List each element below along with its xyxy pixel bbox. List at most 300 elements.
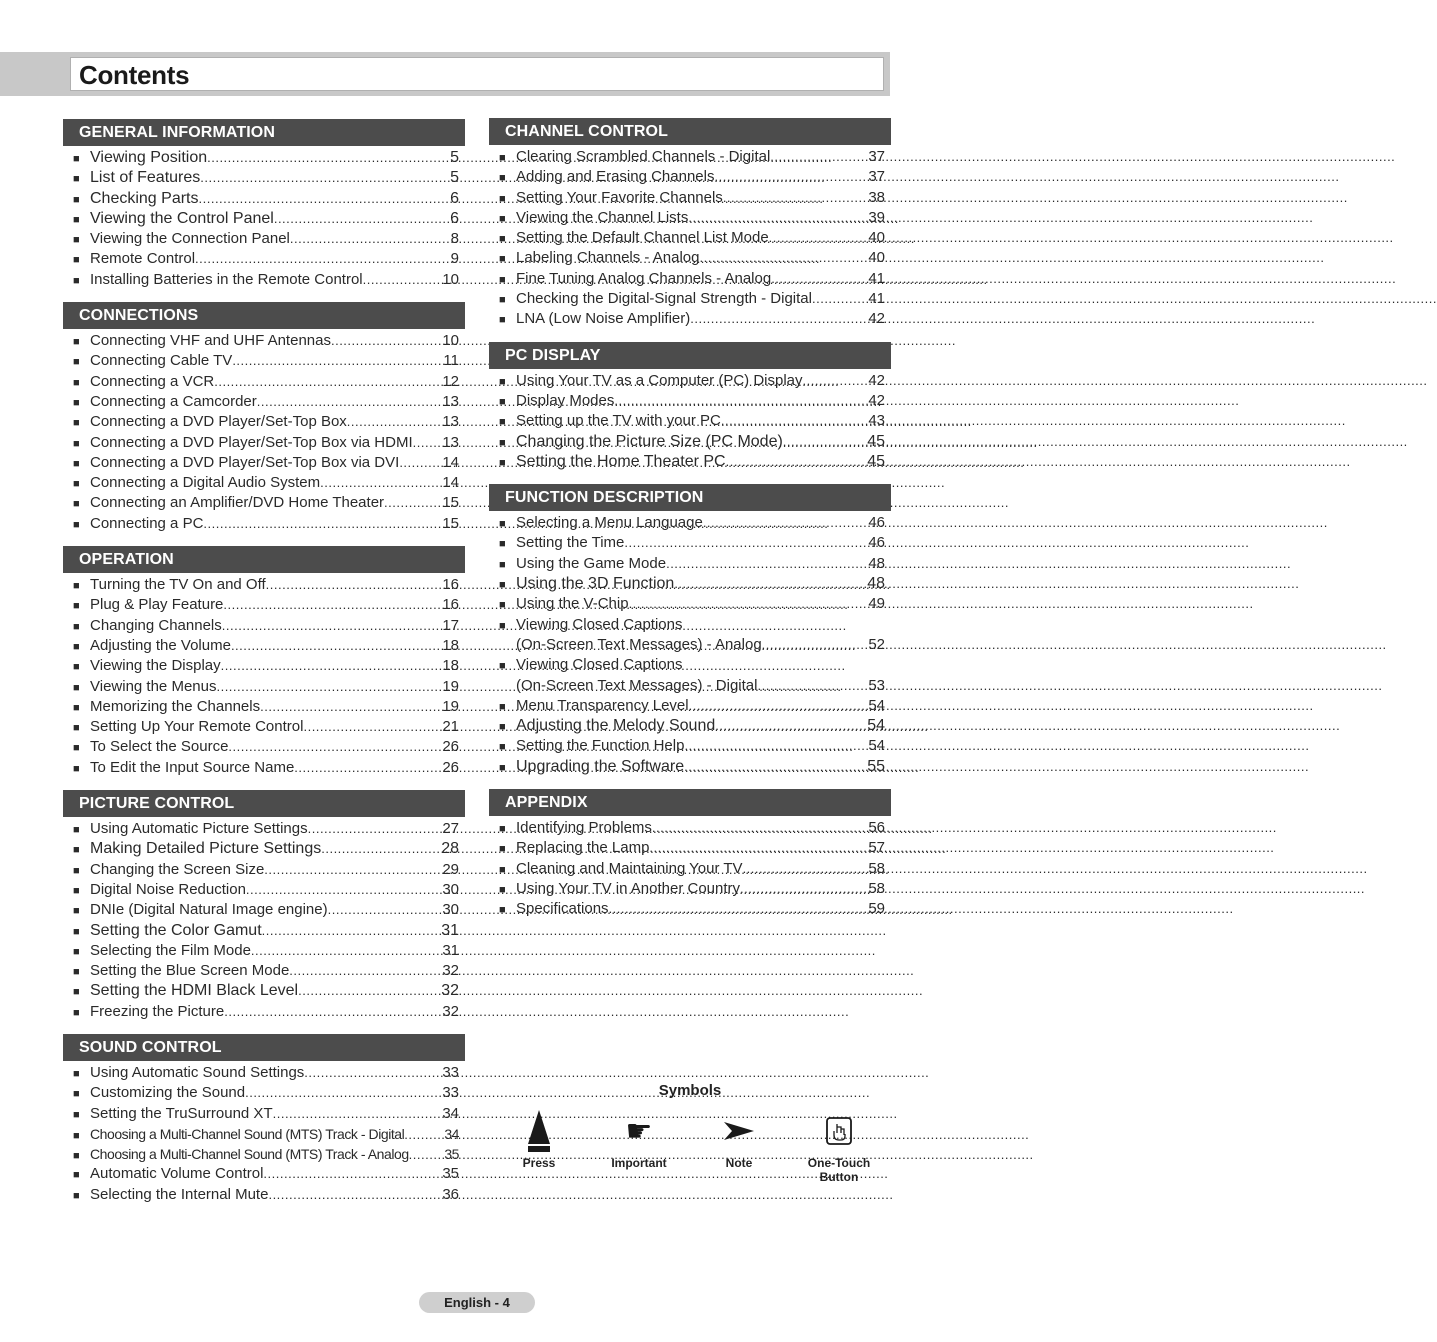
toc-entry: [489, 615, 891, 635]
bullet-square-icon: ■: [73, 498, 80, 511]
toc-entry: [63, 697, 465, 717]
toc-entry: [63, 900, 465, 920]
bullet-square-icon: ■: [499, 212, 506, 225]
toc-entry-page: 6: [450, 189, 459, 207]
toc-entry-page: 6: [450, 209, 459, 227]
dot-leader: [298, 981, 441, 1001]
page-number-footer: English - 4: [419, 1292, 535, 1313]
toc-entry-label: DNIe (Digital Natural Image engine): [90, 901, 328, 919]
toc-entry-label: Connecting a DVD Player/Set-Top Box via DVI: [90, 453, 400, 471]
section-heading: PC DISPLAY: [489, 342, 891, 369]
symbol-press: [494, 1106, 584, 1170]
dot-leader: [207, 148, 450, 168]
dot-leader: [224, 1002, 442, 1022]
dot-leader: [614, 391, 868, 411]
toc-entry-label: Making Detailed Picture Settings: [90, 840, 322, 858]
toc-entry-page: 49: [868, 595, 885, 613]
dot-leader: [703, 513, 869, 533]
toc-entry-page: 54: [867, 717, 885, 735]
section-heading: APPENDIX: [489, 789, 891, 816]
dot-leader: [246, 880, 442, 900]
dot-leader: [290, 229, 451, 249]
toc-entry: [489, 879, 891, 899]
dot-leader: [328, 900, 443, 920]
dot-leader: [674, 574, 867, 594]
toc-entry: [489, 432, 891, 452]
toc-entry: [489, 188, 891, 208]
toc-entry: [63, 961, 465, 981]
bullet-square-icon: ■: [73, 254, 80, 267]
bullet-square-icon: ■: [73, 1129, 80, 1142]
toc-entry-label: Setting Your Favorite Channels: [516, 188, 723, 206]
toc-entry-page: 12: [442, 372, 459, 390]
dot-leader: [649, 838, 868, 858]
toc-entry-page: 16: [442, 596, 459, 614]
section-pc-display: [489, 342, 891, 472]
toc-entry: [63, 677, 465, 697]
toc-entry-label: To Select the Source: [90, 738, 229, 756]
toc-entry-page: 39: [868, 208, 885, 226]
bullet-square-icon: ■: [499, 233, 506, 246]
bullet-square-icon: ■: [499, 436, 506, 449]
toc-entry-page: 28: [441, 840, 459, 858]
bullet-square-icon: ■: [73, 1150, 80, 1163]
bullet-square-icon: ■: [73, 518, 80, 531]
symbol-important: [594, 1106, 684, 1170]
toc-entry: [489, 289, 891, 309]
toc-entry-page: 42: [868, 371, 885, 389]
toc-entry-page: 29: [442, 860, 459, 878]
toc-entry: [63, 331, 465, 351]
toc-entry-page: 14: [442, 474, 459, 492]
bullet-square-icon: ■: [73, 966, 80, 979]
toc-entry: [63, 819, 465, 839]
toc-entry-page: 57: [868, 839, 885, 857]
toc-entry: [63, 1104, 465, 1124]
toc-entry-page: 38: [868, 188, 885, 206]
toc-entry-page: 21: [442, 718, 459, 736]
dot-leader: [409, 1145, 445, 1165]
toc-entry-label: Cleaning and Maintaining Your TV: [516, 859, 743, 877]
symbols-legend: [490, 1080, 890, 1200]
dot-leader: [200, 168, 450, 188]
dot-leader: [666, 554, 868, 574]
toc-entry: [63, 189, 465, 209]
section-heading: OPERATION: [63, 546, 465, 573]
toc-entry-label: Connecting VHF and UHF Antennas: [90, 332, 331, 350]
toc-entry-label: Setting the Function Help: [516, 737, 685, 755]
symbol-caption-line1: One-Touch: [807, 1156, 871, 1170]
dot-leader: [304, 1063, 442, 1083]
bullet-square-icon: ■: [499, 558, 506, 571]
dot-leader: [216, 677, 442, 697]
dot-leader: [320, 473, 442, 493]
toc-entry: [489, 574, 891, 594]
dot-leader: [624, 533, 868, 553]
toc-entry-page: 10: [442, 332, 459, 350]
toc-entry: [489, 452, 891, 472]
toc-entry-label: Connecting a Camcorder: [90, 392, 257, 410]
bullet-square-icon: ■: [73, 396, 80, 409]
dot-leader: [762, 635, 869, 655]
dot-leader: [771, 269, 868, 289]
bullet-square-icon: ■: [499, 883, 506, 896]
toc-entry-label: Changing the Screen Size: [90, 860, 265, 878]
toc-entry: [63, 392, 465, 412]
symbol-caption: Note: [725, 1156, 753, 1170]
right-column: [489, 118, 891, 932]
toc-list: [489, 816, 891, 919]
toc-entry-page: 11: [443, 352, 459, 370]
toc-entry: [489, 676, 891, 696]
toc-entry-page: 46: [868, 514, 885, 532]
toc-entry-page: 48: [868, 554, 885, 572]
toc-entry-page: 54: [868, 696, 885, 714]
toc-entry-label: Connecting a DVD Player/Set-Top Box: [90, 413, 347, 431]
toc-entry: [63, 616, 465, 636]
bullet-square-icon: ■: [73, 193, 80, 206]
toc-entry-label: Labeling Channels - Analog: [516, 249, 700, 267]
toc-entry: [489, 696, 891, 716]
dot-leader: [303, 717, 442, 737]
toc-entry-label: Checking the Digital-Signal Strength - Digital: [516, 290, 812, 308]
symbol-note: [694, 1106, 784, 1170]
bullet-square-icon: ■: [499, 456, 506, 469]
toc-entry: [63, 1144, 465, 1164]
toc-entry-page: 31: [441, 921, 459, 939]
dot-leader: [273, 1104, 443, 1124]
toc-entry: [63, 209, 465, 229]
toc-entry-label: Choosing a Multi-Channel Sound (MTS) Track - Analog: [90, 1146, 409, 1163]
toc-entry: [489, 716, 891, 736]
toc-entry-page: 14: [442, 453, 459, 471]
toc-entry: [489, 371, 891, 391]
toc-entry: [63, 1124, 465, 1144]
toc-entry: [489, 411, 891, 431]
bullet-square-icon: ■: [73, 884, 80, 897]
toc-entry: [63, 473, 465, 493]
bullet-square-icon: ■: [73, 580, 80, 593]
left-column: [63, 119, 465, 1217]
bullet-square-icon: ■: [73, 437, 80, 450]
dot-leader: [757, 676, 868, 696]
toc-entry-label: Adjusting the Melody Sound: [516, 717, 716, 735]
dot-leader: [308, 819, 443, 839]
bullet-square-icon: ■: [73, 173, 80, 186]
page-title: Contents: [79, 60, 190, 90]
toc-entry-label: LNA (Low Noise Amplifier): [516, 310, 691, 328]
toc-entry-label: Viewing the Menus: [90, 677, 217, 695]
bullet-square-icon: ■: [73, 1189, 80, 1202]
toc-entry-label: Customizing the Sound: [90, 1084, 246, 1102]
section-heading: FUNCTION DESCRIPTION: [489, 484, 891, 511]
toc-entry: [63, 1002, 465, 1022]
toc-entry: [63, 595, 465, 615]
dot-leader: [413, 433, 443, 453]
bullet-square-icon: ■: [73, 661, 80, 674]
dot-leader: [609, 899, 869, 919]
toc-entry-label: Viewing the Channel Lists: [516, 208, 689, 226]
toc-entry: [489, 228, 891, 248]
toc-entry-label: Installing Batteries in the Remote Control: [90, 270, 363, 288]
toc-entry-label: Replacing the Lamp: [516, 839, 650, 857]
dot-leader: [715, 716, 867, 736]
toc-entry: [63, 737, 465, 757]
toc-list: [489, 511, 891, 777]
toc-entry-label: Freezing the Picture: [90, 1002, 225, 1020]
toc-entry-page: 36: [442, 1185, 459, 1203]
toc-entry: [63, 1063, 465, 1083]
symbol-caption: Important: [611, 1156, 667, 1170]
toc-entry-page: 16: [442, 576, 459, 594]
bullet-square-icon: ■: [73, 1108, 80, 1121]
bullet-square-icon: ■: [499, 741, 506, 754]
symbol-caption-line2: Button: [819, 1170, 859, 1184]
toc-entry-label: (On-Screen Text Messages) - Digital: [516, 676, 758, 694]
dot-leader: [690, 309, 868, 329]
toc-entry: [63, 148, 465, 168]
toc-entry: [489, 655, 891, 675]
toc-entry: [63, 921, 465, 941]
section-heading: CHANNEL CONTROL: [489, 118, 891, 145]
dot-leader: [260, 697, 442, 717]
toc-entry: [63, 514, 465, 534]
toc-list: [63, 1061, 465, 1205]
toc-entry-label: To Edit the Input Source Name: [90, 758, 295, 776]
toc-entry-page: 26: [442, 738, 459, 756]
toc-entry-page: 33: [442, 1084, 459, 1102]
toc-entry-label: Viewing Closed Captions: [516, 656, 683, 674]
toc-entry-page: 35: [442, 1165, 459, 1183]
toc-entry: [489, 309, 891, 329]
toc-entry-page: 40: [868, 229, 885, 247]
bullet-square-icon: ■: [73, 620, 80, 633]
toc-entry-page: 19: [442, 677, 459, 695]
toc-entry-page: 30: [442, 880, 459, 898]
bullet-square-icon: ■: [73, 681, 80, 694]
toc-entry: [489, 391, 891, 411]
toc-entry: [63, 575, 465, 595]
bullet-square-icon: ■: [499, 152, 506, 164]
bullet-square-icon: ■: [499, 823, 506, 836]
toc-entry-page: 45: [867, 432, 885, 450]
toc-entry-label: Connecting an Amplifier/DVD Home Theater: [90, 494, 385, 512]
toc-entry-label: Specifications: [516, 900, 609, 918]
toc-entry-label: Choosing a Multi-Channel Sound (MTS) Track - Digital: [90, 1125, 405, 1142]
toc-entry: [489, 736, 891, 756]
toc-entry: [63, 636, 465, 656]
toc-entry: [63, 270, 465, 290]
toc-entry: [63, 656, 465, 676]
bullet-square-icon: ■: [499, 273, 506, 286]
bullet-square-icon: ■: [73, 1169, 80, 1182]
dot-leader: [726, 452, 868, 472]
toc-entry: [63, 433, 465, 453]
toc-entry-label: Using Your TV as a Computer (PC) Display: [516, 371, 803, 389]
toc-entry: [489, 147, 891, 167]
bullet-square-icon: ■: [499, 761, 506, 774]
dot-leader: [268, 1185, 442, 1205]
toc-entry-label: Remote Control: [90, 250, 196, 268]
bullet-square-icon: ■: [499, 619, 506, 632]
section-heading: SOUND CONTROL: [63, 1034, 465, 1061]
dot-leader: [721, 411, 868, 431]
dot-leader: [769, 228, 869, 248]
toc-entry-label: Digital Noise Reduction: [90, 880, 246, 898]
bullet-square-icon: ■: [499, 172, 506, 185]
toc-entry: [489, 594, 891, 614]
bullet-square-icon: ■: [499, 660, 506, 673]
bullet-square-icon: ■: [499, 518, 506, 531]
toc-entry-label: Menu Transparency Level: [516, 696, 689, 714]
bullet-square-icon: ■: [73, 986, 80, 999]
toc-entry-page: 32: [441, 982, 459, 1000]
dot-leader: [399, 453, 442, 473]
dot-leader: [740, 879, 868, 899]
dot-leader: [195, 249, 451, 269]
bullet-square-icon: ■: [73, 864, 80, 877]
dot-leader: [783, 432, 867, 452]
toc-entry: [489, 513, 891, 533]
dot-leader: [222, 616, 443, 636]
dot-leader: [384, 493, 442, 513]
toc-list: [63, 329, 465, 534]
toc-entry-label: Adding and Erasing Channels: [516, 168, 715, 186]
dot-leader: [223, 595, 442, 615]
dot-leader: [262, 921, 442, 941]
toc-entry-label: List of Features: [90, 169, 201, 187]
toc-entry: [63, 412, 465, 432]
dot-leader: [251, 941, 442, 961]
section-general-information: [63, 119, 465, 290]
toc-entry-page: 41: [868, 269, 885, 287]
bullet-square-icon: ■: [73, 356, 80, 369]
bullet-square-icon: ■: [73, 336, 80, 349]
toc-entry: [63, 717, 465, 737]
toc-entry-page: 43: [868, 412, 885, 430]
dot-leader: [257, 392, 443, 412]
toc-entry-page: 32: [442, 1002, 459, 1020]
toc-entry: [63, 758, 465, 778]
toc-entry: [63, 981, 465, 1001]
toc-entry-page: 18: [442, 657, 459, 675]
toc-entry: [63, 1164, 465, 1184]
pointing-hand-icon: ☛: [625, 1113, 653, 1149]
bullet-square-icon: ■: [73, 945, 80, 958]
toc-entry-label: Using Your TV in Another Country: [516, 879, 741, 897]
section-picture-control: [63, 790, 465, 1022]
toc-entry-label: Connecting a DVD Player/Set-Top Box via HDMI: [90, 433, 413, 451]
toc-entry: [63, 1083, 465, 1103]
toc-entry-page: 10: [442, 270, 459, 288]
toc-entry-page: 13: [442, 392, 459, 410]
toc-list: [63, 146, 465, 290]
dot-leader: [266, 575, 443, 595]
toc-entry-page: 42: [868, 310, 885, 328]
toc-entry-label: Setting the Home Theater PC: [516, 452, 726, 470]
toc-list: [63, 573, 465, 778]
toc-entry-page: 46: [868, 534, 885, 552]
toc-entry-label: Viewing Closed Captions: [516, 615, 683, 633]
toc-entry-label: Selecting a Menu Language: [516, 514, 703, 532]
toc-entry: [489, 208, 891, 228]
toc-entry-label: Viewing the Control Panel: [90, 209, 274, 227]
dot-leader: [294, 758, 442, 778]
bullet-square-icon: ■: [499, 538, 506, 551]
bullet-square-icon: ■: [73, 234, 80, 247]
dot-leader: [714, 167, 868, 187]
toc-entry: [63, 1185, 465, 1205]
toc-entry-label: Connecting a PC: [90, 514, 204, 532]
symbol-one-touch: [794, 1106, 884, 1184]
symbols-title: Symbols: [658, 1082, 722, 1099]
section-heading: GENERAL INFORMATION: [63, 119, 465, 146]
toc-entry-label: Setting the Default Channel List Mode: [516, 229, 769, 247]
toc-entry: [489, 269, 891, 289]
toc-entry-page: 5: [450, 149, 459, 166]
toc-entry-label: Setting Up Your Remote Control: [90, 718, 304, 736]
toc-entry-label: Turning the TV On and Off: [90, 576, 266, 594]
toc-entry-page: 45: [867, 452, 885, 470]
toc-entry-page: 58: [868, 879, 885, 897]
bullet-square-icon: ■: [499, 375, 506, 388]
toc-entry: [489, 838, 891, 858]
dot-leader: [684, 736, 868, 756]
toc-entry-label: Memorizing the Channels: [90, 697, 261, 715]
toc-entry-label: Using the V-Chip: [516, 595, 629, 613]
bullet-square-icon: ■: [73, 701, 80, 714]
toc-entry-label: Upgrading the Software: [516, 757, 685, 775]
toc-entry-page: 55: [867, 757, 885, 775]
bullet-square-icon: ■: [499, 904, 506, 917]
toc-entry-page: 34: [442, 1104, 459, 1122]
toc-entry: [63, 880, 465, 900]
toc-entry: [63, 229, 465, 249]
toc-entry: [63, 249, 465, 269]
toc-entry-page: 48: [867, 575, 885, 593]
section-appendix: [489, 789, 891, 919]
toc-entry: [489, 899, 891, 919]
toc-entry-page: 40: [868, 249, 885, 267]
title-box: [70, 57, 884, 91]
toc-entry-label: Plug & Play Feature: [90, 596, 224, 614]
bullet-square-icon: ■: [499, 314, 506, 327]
toc-entry-label: Changing Channels: [90, 616, 222, 634]
toc-entry: [63, 168, 465, 188]
toc-entry-page: 17: [442, 616, 459, 634]
toc-entry: [63, 493, 465, 513]
bullet-square-icon: ■: [73, 925, 80, 938]
toc-entry-label: Using Automatic Sound Settings: [90, 1063, 305, 1081]
toc-entry-page: 9: [450, 250, 459, 268]
dot-leader: [232, 351, 443, 371]
toc-entry-page: 37: [868, 168, 885, 186]
bullet-square-icon: ■: [73, 1006, 80, 1019]
toc-entry: [489, 635, 891, 655]
toc-list: [63, 817, 465, 1022]
dot-leader: [321, 839, 441, 859]
toc-entry-page: 32: [442, 962, 459, 980]
toc-entry-label: Setting the HDMI Black Level: [90, 982, 299, 1000]
bullet-square-icon: ■: [73, 762, 80, 775]
toc-entry-page: 31: [442, 941, 459, 959]
bullet-square-icon: ■: [499, 192, 506, 205]
dot-leader: [263, 1164, 442, 1184]
toc-entry-page: 8: [450, 230, 459, 248]
bullet-square-icon: ■: [73, 417, 80, 430]
dot-leader: [629, 594, 869, 614]
dot-leader: [289, 961, 442, 981]
